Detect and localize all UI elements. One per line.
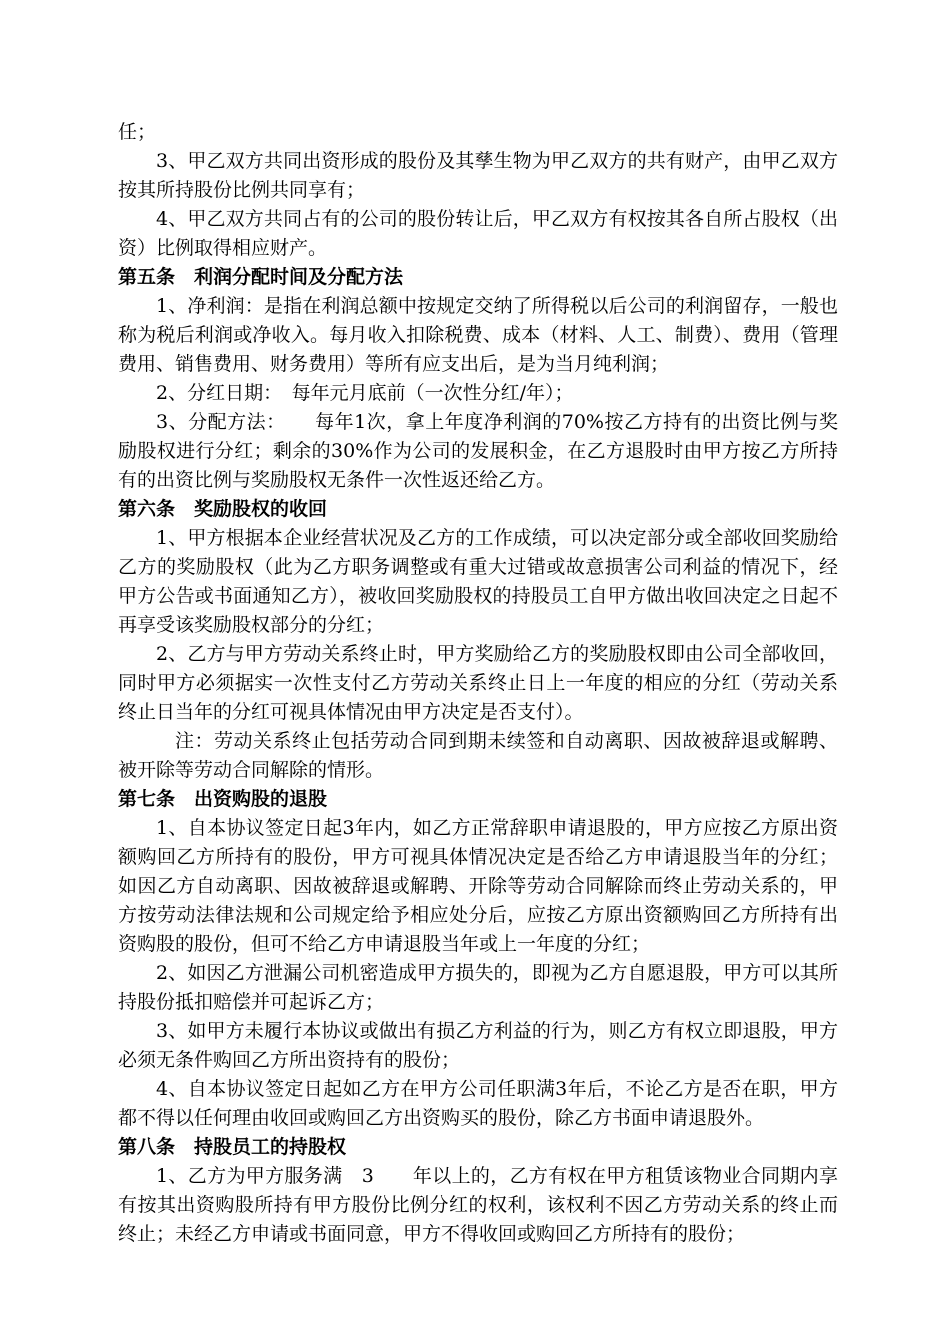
article-5-item-2: 2、分红日期： 每年元月底前（一次性分红/年）； bbox=[156, 382, 574, 404]
article-5-heading: 第五条 利润分配时间及分配方法 bbox=[118, 266, 404, 288]
article-7-item-2: 2、如因乙方泄漏公司机密造成甲方损失的，即视为乙方自愿退股，甲方可以其所持股份抵扣赔偿并可起诉乙方； bbox=[118, 962, 838, 1013]
article-7-item-3: 3、如甲方未履行本协议或做出有损乙方利益的行为，则乙方有权立即退股，甲方必须无条件购回乙方所出资持有的股份； bbox=[118, 1020, 838, 1071]
article-6-item-2: 2、乙方与甲方劳动关系终止时，甲方奖励给乙方的奖励股权即由公司全部收回，同时甲方必须据实一次性支付乙方劳动关系终止日上一年度的相应的分红（劳动关系终止日当年的分红可视具体情况由甲方决定是否支付）。 bbox=[118, 643, 838, 723]
article-6-heading: 第六条 奖励股权的收回 bbox=[118, 498, 328, 520]
article-6-item-1: 1、甲方根据本企业经营状况及乙方的工作成绩，可以决定部分或全部收回奖励给乙方的奖励股权（此为乙方职务调整或有重大过错或故意损害公司利益的情况下，经甲方公告或书面通知乙方），被收回奖励股权的持股员工自甲方做出收回决定之日起不再享受该奖励股权部分的分红； bbox=[118, 527, 838, 636]
article-7-heading: 第七条 出资购股的退股 bbox=[118, 788, 328, 810]
clause-4-item-4: 4、甲乙双方共同占有的公司的股份转让后，甲乙双方有权按其各自所占股权（出资）比例取得相应财产。 bbox=[118, 208, 838, 259]
article-5-item-3: 3、分配方法： 每年1次，拿上年度净利润的70%按乙方持有的出资比例与奖励股权进行分红；剩余的30%作为公司的发展积金，在乙方退股时由甲方按乙方所持有的出资比例与奖励股权无条件一次性返还给乙方。 bbox=[118, 411, 838, 491]
article-8-heading: 第八条 持股员工的持股权 bbox=[118, 1136, 347, 1158]
clause-4-item-3: 3、甲乙双方共同出资形成的股份及其孳生物为甲乙双方的共有财产，由甲乙双方按其所持股份比例共同享有； bbox=[118, 150, 838, 201]
paragraph-continuation: 任； bbox=[118, 121, 157, 143]
article-7-item-1: 1、自本协议签定日起3年内，如乙方正常辞职申请退股的，甲方应按乙方原出资额购回乙方所持有的股份，甲方可视具体情况决定是否给乙方申请退股当年的分红；如因乙方自动离职、因故被辞退或解聘、开除等劳动合同解除而终止劳动关系的，甲方按劳动法律法规和公司规定给予相应处分后，应按乙方原出资额购回乙方所持有出资购股的股份，但可不给乙方申请退股当年或上一年度的分红； bbox=[118, 817, 838, 955]
article-7-item-4: 4、自本协议签定日起如乙方在甲方公司任职满3年后，不论乙方是否在职，甲方都不得以任何理由收回或购回乙方出资购买的股份，除乙方书面申请退股外。 bbox=[118, 1078, 838, 1129]
article-6-note: 注：劳动关系终止包括劳动合同到期未续签和自动离职、因故被辞退或解聘、被开除等劳动合同解除的情形。 bbox=[118, 730, 838, 781]
article-5-item-1: 1、净利润：是指在利润总额中按规定交纳了所得税以后公司的利润留存，一般也称为税后利润或净收入。每月收入扣除税费、成本（材料、人工、制费）、费用（管理费用、销售费用、财务费用）等所有应支出后，是为当月纯利润； bbox=[118, 295, 838, 375]
document-page bbox=[118, 118, 838, 1249]
article-8-item-1: 1、乙方为甲方服务满 3 年以上的，乙方有权在甲方租赁该物业合同期内享有按其出资购股所持有甲方股份比例分红的权利，该权利不因乙方劳动关系的终止而终止；未经乙方申请或书面同意，甲方不得收回或购回乙方所持有的股份； bbox=[118, 1165, 838, 1245]
